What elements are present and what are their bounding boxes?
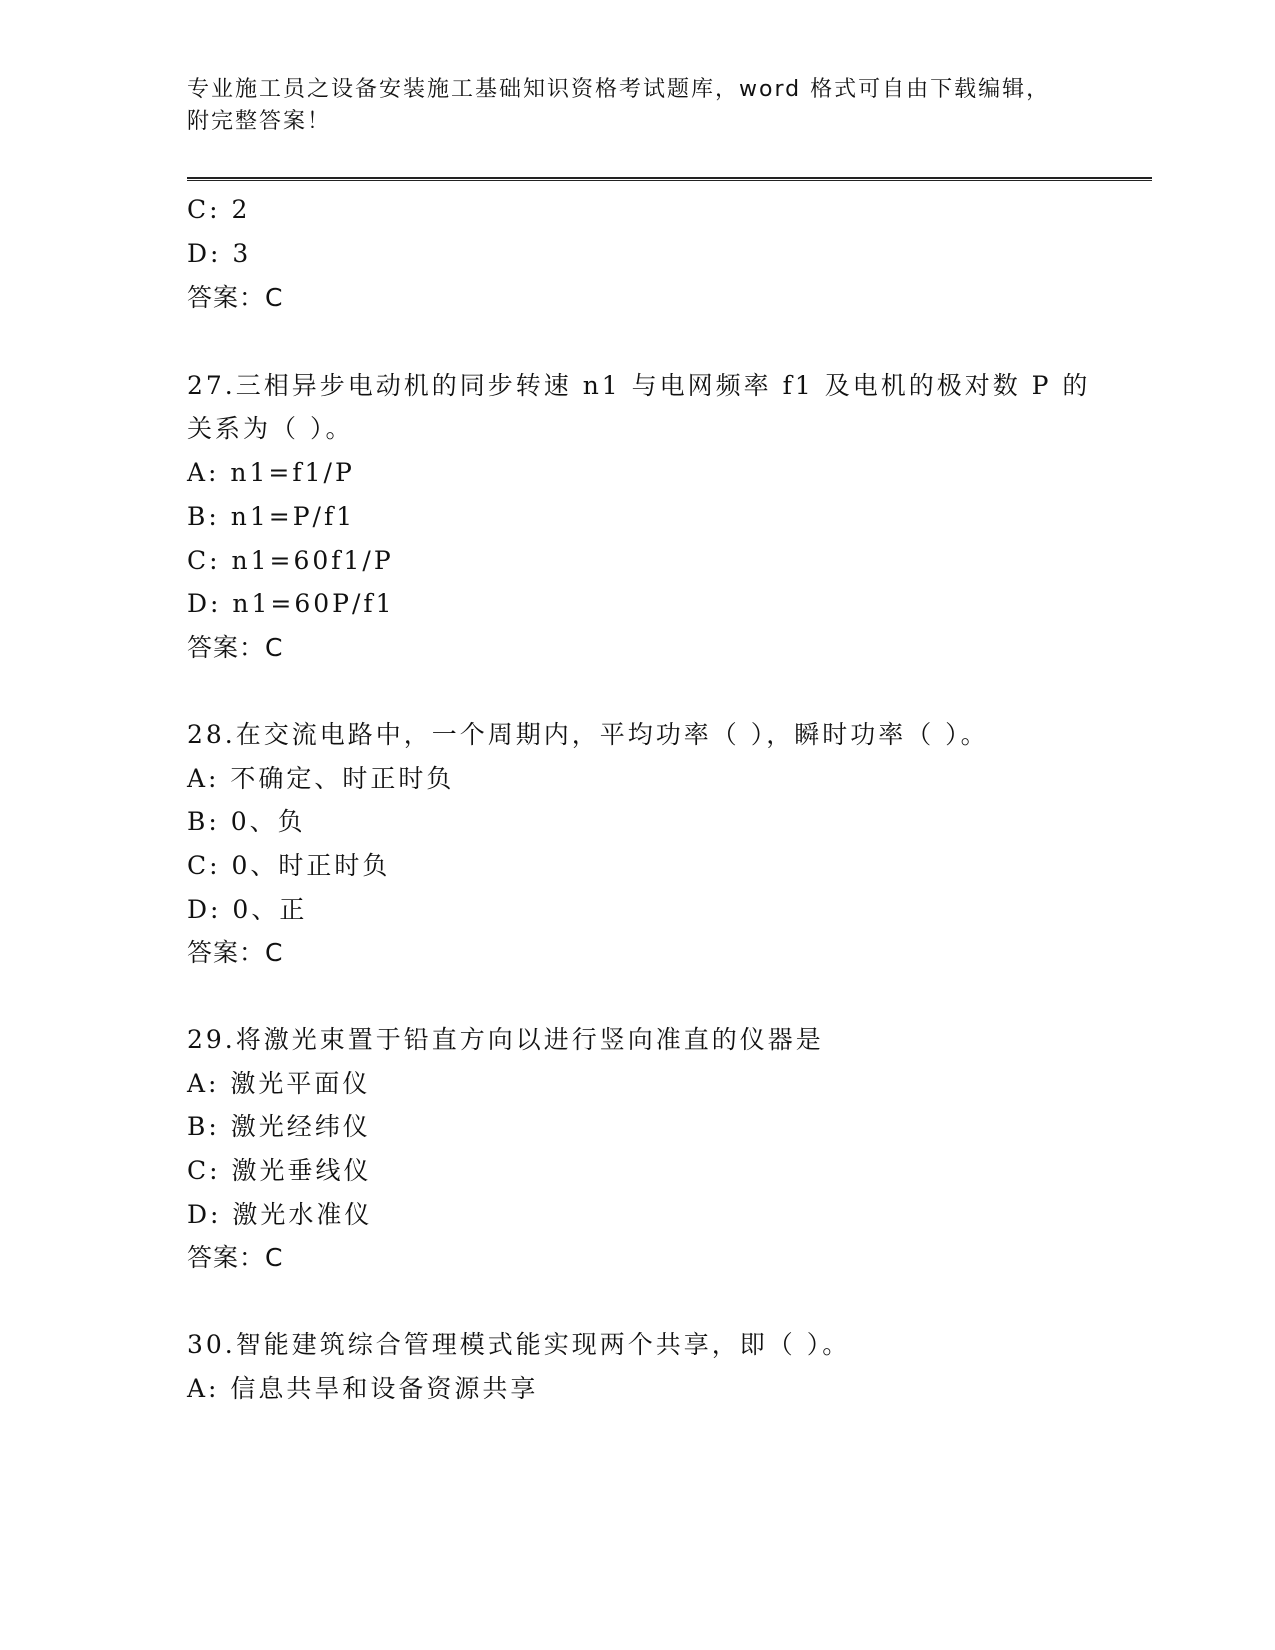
- option-line: B: 0、负: [187, 807, 306, 836]
- header-divider: [187, 177, 1152, 181]
- header-line-2: 附完整答案！: [187, 109, 332, 134]
- question-line: 30.智能建筑综合管理模式能实现两个共享，即（ ）。: [187, 1330, 851, 1359]
- option-line: B: n1=P/f1: [187, 502, 356, 531]
- option-line: C: 激光垂线仪: [187, 1156, 372, 1185]
- answer-line: 答案：C: [187, 1243, 284, 1272]
- option-line: D: 激光水准仪: [187, 1200, 373, 1229]
- option-line: D: 0、正: [187, 895, 308, 924]
- option-line: D: 3: [187, 239, 252, 268]
- option-line: A: n1=f1/P: [187, 458, 355, 487]
- question-line: 28.在交流电路中，一个周期内，平均功率（ ），瞬时功率（ ）。: [187, 720, 989, 749]
- question-line: 关系为（ ）。: [187, 414, 354, 443]
- option-line: C: 2: [187, 195, 251, 224]
- page-header: [187, 74, 1067, 138]
- option-line: B: 激光经纬仪: [187, 1112, 371, 1141]
- option-line: A: 激光平面仪: [187, 1069, 371, 1098]
- option-line: C: n1=60f1/P: [187, 546, 394, 575]
- answer-line: 答案：C: [187, 633, 284, 662]
- option-line: C: 0、时正时负: [187, 851, 391, 880]
- answer-line: 答案：C: [187, 283, 284, 312]
- answer-line: 答案：C: [187, 938, 284, 967]
- question-line: 27.三相异步电动机的同步转速 n1 与电网频率 f1 及电机的极对数 P 的: [187, 371, 1091, 400]
- option-line: A: 不确定、时正时负: [187, 764, 455, 793]
- header-line-1: 专业施工员之设备安装施工基础知识资格考试题库，word 格式可自由下载编辑，: [187, 77, 1051, 102]
- option-line: D: n1=60P/f1: [187, 589, 395, 618]
- option-line: A: 信息共旱和设备资源共享: [187, 1374, 539, 1403]
- question-line: 29.将激光束置于铅直方向以进行竖向准直的仪器是: [187, 1025, 824, 1054]
